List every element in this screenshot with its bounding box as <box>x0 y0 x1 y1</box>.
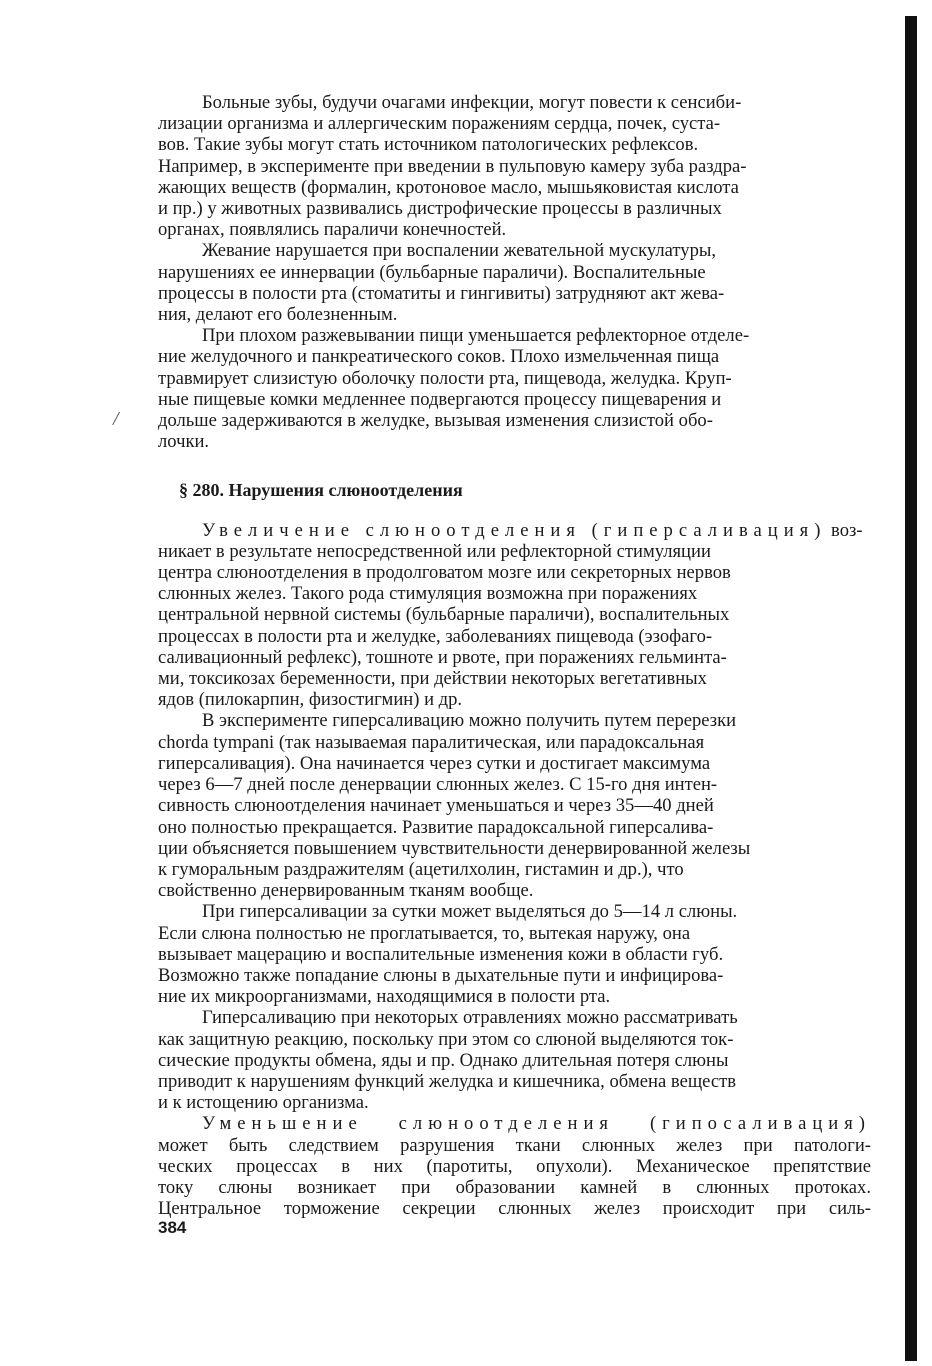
text-line: центральной нервной системы (бульбарные параличи), воспалительных <box>158 604 730 626</box>
text-line: процессах в полости рта и желудке, заболеваниях пищевода (эзофаго- <box>158 625 713 647</box>
text-line: ядов (пилокарпин, физостигмин) и др. <box>158 689 463 711</box>
text-line: и к истощению организма. <box>158 1092 369 1114</box>
page-number: 384 <box>158 1218 187 1237</box>
text-line: жающих веществ (формалин, кротоновое масло, мышьяковистая кислота <box>158 176 739 198</box>
text-line: травмирует слизистую оболочку полости рта, пищевода, желудка. Круп- <box>158 367 732 389</box>
term-hyposalivation: Уменьшение слюноотделения (гипосаливация) <box>202 1113 871 1135</box>
text-line: никает в результате непосредственной или рефлекторной стимуляции <box>158 540 711 562</box>
paragraph-hyposalivation <box>158 1113 871 1219</box>
page-body <box>158 92 871 1219</box>
text-line: Если слюна полностью не проглатывается, то, вытекая наружу, она <box>158 922 691 944</box>
text-line: процессы в полости рта (стоматиты и гингивиты) затрудняют акт жева- <box>158 282 725 304</box>
stray-mark: / <box>113 408 119 430</box>
text-line: сивность слюноотделения начинает уменьшаться и через 35—40 дней <box>158 795 714 817</box>
text-line: оно полностью прекращается. Развитие парадоксальной гиперсалива- <box>158 816 714 838</box>
text-line: лизации организма и аллергическим поражениям сердца, почек, суста- <box>158 113 721 135</box>
text-line: органах, появлялись параличи конечностей. <box>158 219 507 241</box>
scan-edge-bar <box>905 16 917 1361</box>
term-hypersalivation: Увеличение слюноотделения (гиперсаливация) <box>202 519 827 541</box>
paragraph-hypersalivation <box>158 520 871 711</box>
text-line: вызывает мацерацию и воспалительные изменения кожи в области губ. <box>158 943 724 965</box>
text-line: Жевание нарушается при воспалении жевательной мускулатуры, <box>202 240 717 262</box>
paragraph-sick-teeth <box>158 92 871 240</box>
text-line: Центральное торможение секреции слюнных желез происходит при силь- <box>158 1198 871 1220</box>
text-line: В эксперименте гиперсаливацию можно получить путем перерезки <box>202 710 737 732</box>
text-line: саливационный рефлекс), тошноте и рвоте, при поражениях гельминта- <box>158 646 727 668</box>
text-line: Больные зубы, будучи очагами инфекции, могут повести к сенсиби- <box>202 92 742 113</box>
text-line: ции объясняется повышением чувствительности денервированной железы <box>158 837 751 859</box>
paragraph-chewing <box>158 240 871 325</box>
text-line: chorda tympani (так называемая паралитическая, или парадоксальная <box>158 731 705 753</box>
text-line: как защитную реакцию, поскольку при этом со слюной выделяются ток- <box>158 1028 734 1050</box>
paragraph-daily-volume <box>158 901 871 1007</box>
text-line: через 6—7 дней после денервации слюнных желез. С 15-го дня интен- <box>158 774 718 796</box>
text-line: ми, токсикозах беременности, при действии некоторых вегетативных <box>158 668 707 690</box>
text-line: центра слюноотделения в продолговатом мозге или секреторных нервов <box>158 562 731 584</box>
text-line: гиперсаливация). Она начинается через сутки и достигает максимума <box>158 752 711 774</box>
text-line: нарушениях ее иннервации (бульбарные параличи). Воспалительные <box>158 261 706 283</box>
text-line: вов. Такие зубы могут стать источником патологических рефлексов. <box>158 134 699 156</box>
text-line: При гиперсаливации за сутки может выделяться до 5—14 л слюны. <box>202 901 738 923</box>
text-line: к гуморальным раздражителям (ацетилхолин, гистамин и др.), что <box>158 858 684 880</box>
text-line: При плохом разжевывании пищи уменьшается рефлекторное отделе- <box>202 325 750 347</box>
text-line: току слюны возникает при образовании камней в слюнных протоках. <box>158 1176 871 1198</box>
text-line: Гиперсаливацию при некоторых отравлениях можно рассматривать <box>202 1007 738 1029</box>
paragraph-experiment <box>158 710 871 901</box>
paragraph-poor-chewing <box>158 325 871 452</box>
text-line: слюнных желез. Такого рода стимуляция возможна при поражениях <box>158 583 698 605</box>
text-line: Например, в эксперименте при введении в пульповую камеру зуба раздра- <box>158 155 747 177</box>
text-line: ние их микроорганизмами, находящимися в полости рта. <box>158 986 611 1008</box>
text-line: дольше задерживаются в желудке, вызывая изменения слизистой обо- <box>158 410 713 432</box>
text-line: ческих процессах в них (паротиты, опухоли). Механическое препятствие <box>158 1155 871 1177</box>
text-line: Возможно также попадание слюны в дыхательные пути и инфицирова- <box>158 964 724 986</box>
text-line: ные пищевые комки медленнее подвергаются процессу пищеварения и <box>158 388 722 410</box>
text-line: и пр.) у животных развивались дистрофические процессы в различных <box>158 198 722 220</box>
text-line: ния, делают его болезненным. <box>158 304 398 326</box>
text-line: приводит к нарушениям функций желудка и кишечника, обмена веществ <box>158 1070 737 1092</box>
text-line: ние желудочного и панкреатического соков. Плохо измельченная пища <box>158 346 720 368</box>
section-heading: § 280. Нарушения слюноотделения <box>179 480 463 501</box>
first-line-rest: воз- <box>826 519 863 541</box>
paragraph-protective <box>158 1007 871 1113</box>
text-line: свойственно денервированным тканям вообще. <box>158 880 534 902</box>
text-line: сические продукты обмена, яды и пр. Однако длительная потеря слюны <box>158 1049 729 1071</box>
text-line: лочки. <box>158 431 210 453</box>
text-line: может быть следствием разрушения ткани слюнных желез при патологи- <box>158 1134 871 1156</box>
